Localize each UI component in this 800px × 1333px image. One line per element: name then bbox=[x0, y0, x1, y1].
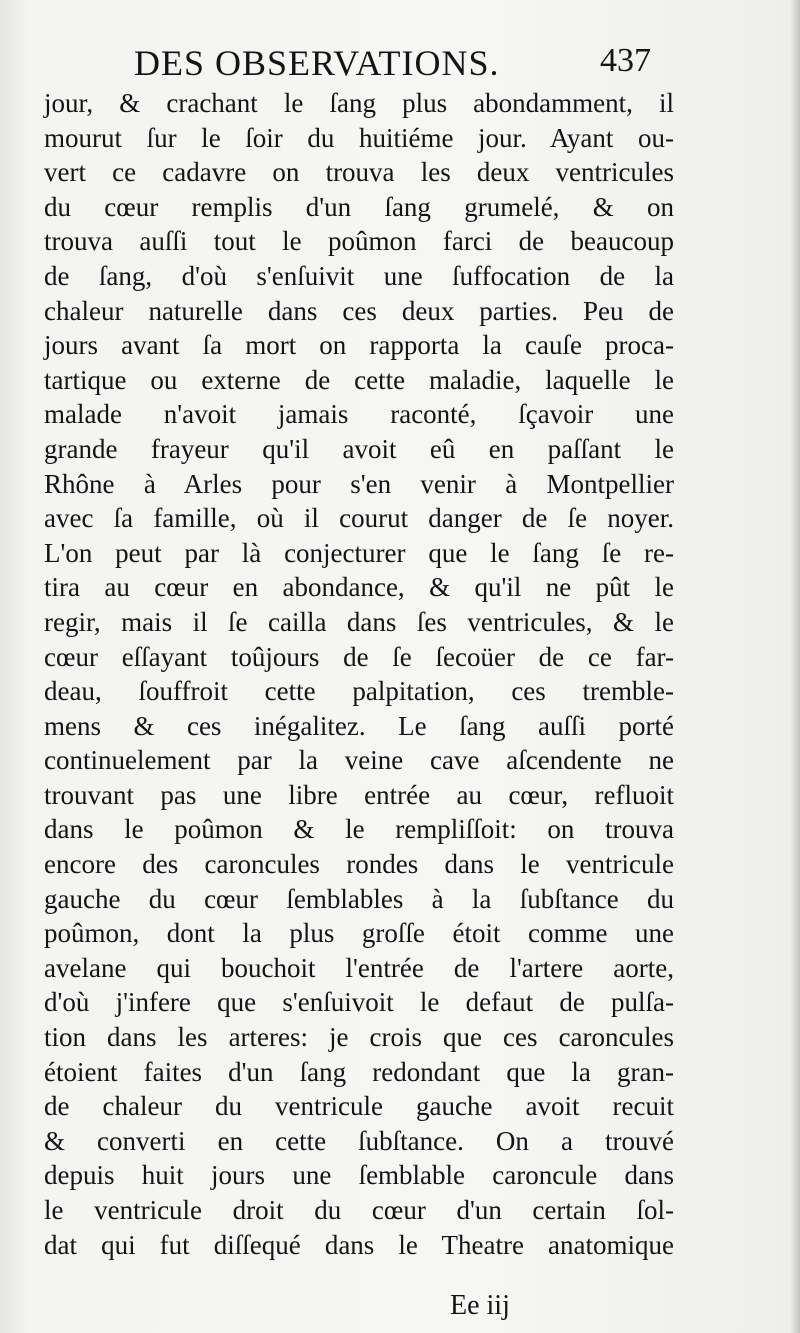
text-line: tira au cœur en abondance, & qu'il ne pût le bbox=[44, 572, 674, 603]
signature-mark: Ee iij bbox=[450, 1290, 510, 1321]
text-line: trouvant pas une libre entrée au cœur, refluoit bbox=[44, 779, 674, 810]
text-line: tion dans les arteres: je crois que ces caroncules bbox=[44, 1022, 674, 1053]
text-line: avelane qui bouchoit l'entrée de l'artere aorte, bbox=[44, 952, 674, 983]
text-line: vert ce cadavre on trouva les deux ventricules bbox=[44, 157, 674, 188]
text-line: de chaleur du ventricule gauche avoit recuit bbox=[44, 1091, 674, 1122]
text-line: dans le poûmon & le rempliſſoit: on trouva bbox=[44, 814, 674, 845]
text-line: cœur eſſayant toûjours de ſe ſecoüer de ce far- bbox=[44, 641, 674, 672]
text-line: Rhône à Arles pour s'en venir à Montpellier bbox=[44, 468, 674, 499]
text-line: le ventricule droit du cœur d'un certain ſol- bbox=[44, 1195, 674, 1225]
text-line: du cœur remplis d'un ſang grumelé, & on bbox=[44, 191, 674, 222]
text-line: continuelement par la veine cave aſcendente ne bbox=[44, 745, 674, 776]
text-line: jours avant ſa mort on rapporta la cauſe proca- bbox=[44, 330, 674, 361]
text-line: de ſang, d'où s'enſuivit une ſuffocation de la bbox=[44, 260, 674, 291]
text-line: trouva auſſi tout le poûmon farci de beaucoup bbox=[44, 226, 674, 257]
text-line: poûmon, dont la plus groſſe étoit comme une bbox=[44, 918, 674, 949]
text-line: jour, & crachant le ſang plus abondamment, il bbox=[44, 88, 674, 118]
text-line: chaleur naturelle dans ces deux parties. Peu de bbox=[44, 295, 674, 326]
body-text bbox=[44, 86, 674, 1262]
running-head-title: DES OBSERVATIONS. bbox=[134, 43, 500, 83]
page-edge-shadow bbox=[790, 0, 800, 1333]
text-line: malade n'avoit jamais raconté, ſçavoir une bbox=[44, 399, 674, 430]
text-line: d'où j'infere que s'enſuivoit le defaut de pulſa- bbox=[44, 987, 674, 1018]
text-line: dat qui fut diſſequé dans le Theatre anatomique bbox=[44, 1229, 674, 1260]
text-line: encore des caroncules rondes dans le ventricule bbox=[44, 849, 674, 880]
text-line: mens & ces inégalitez. Le ſang auſſi porté bbox=[44, 710, 674, 741]
text-line: grande frayeur qu'il avoit eû en paſſant le bbox=[44, 433, 674, 464]
text-line: avec ſa famille, où il courut danger de ſe noyer. bbox=[44, 503, 674, 534]
text-line: gauche du cœur ſemblables à la ſubſtance du bbox=[44, 883, 674, 914]
page-number: 437 bbox=[600, 42, 651, 79]
text-line: étoient faites d'un ſang redondant que la gran- bbox=[44, 1056, 674, 1087]
text-line: mourut ſur le ſoir du huitiéme jour. Ayant ou- bbox=[44, 122, 674, 153]
text-line: L'on peut par là conjecturer que le ſang ſe re- bbox=[44, 537, 674, 568]
text-line: regir, mais il ſe cailla dans ſes ventricules, & le bbox=[44, 606, 674, 637]
text-line: tartique ou externe de cette maladie, laquelle le bbox=[44, 364, 674, 395]
running-head bbox=[40, 40, 680, 90]
text-line: depuis huit jours une ſemblable caroncule dans bbox=[44, 1160, 674, 1191]
text-line: deau, ſouffroit cette palpitation, ces tremble- bbox=[44, 676, 674, 707]
text-line: & converti en cette ſubſtance. On a trouvé bbox=[44, 1125, 674, 1156]
